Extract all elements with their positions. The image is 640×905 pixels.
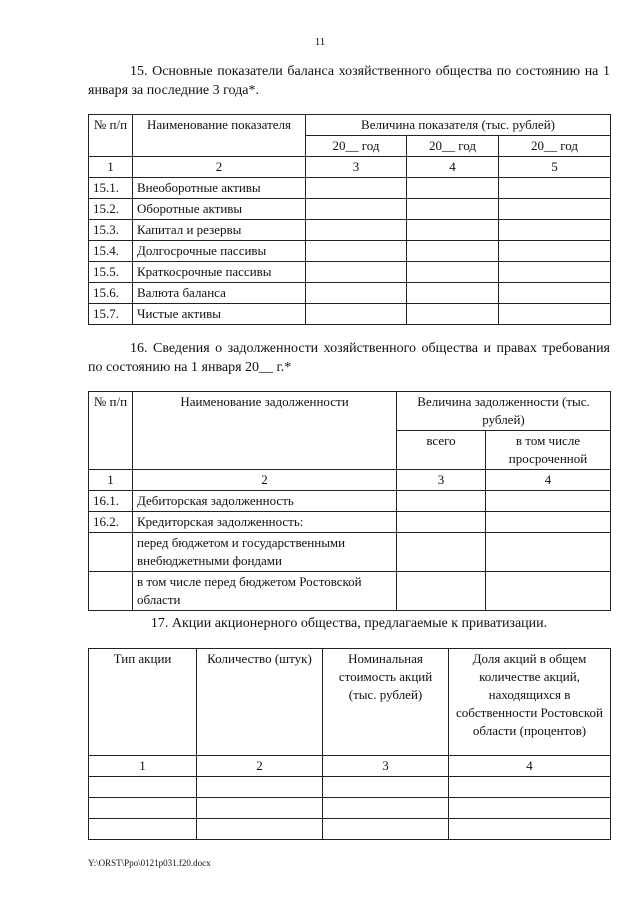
row-name: Чистые активы [133, 304, 306, 325]
row-name: Кредиторская задолженность: [133, 512, 397, 533]
value-cell[interactable] [407, 283, 499, 304]
col-number: 1 [89, 470, 133, 491]
col-header-value: Величина задолженности (тыс. рублей) [397, 392, 611, 431]
value-cell[interactable] [499, 220, 611, 241]
row-name: в том числе перед бюджетом Ростовской области [133, 572, 397, 611]
col-header-total: всего [397, 431, 486, 470]
page-number: 11 [314, 36, 326, 48]
table-row [89, 304, 611, 325]
debt-table [88, 391, 611, 611]
value-cell[interactable] [449, 798, 611, 819]
table-row [89, 491, 611, 512]
table-row [89, 777, 611, 798]
value-cell[interactable] [407, 220, 499, 241]
value-cell[interactable] [89, 819, 197, 840]
col-header-share: Доля акций в общем количестве акций, находящихся в собственности Ростовской области (процентов) [449, 649, 611, 756]
value-cell[interactable] [197, 819, 323, 840]
col-header-name: Наименование показателя [133, 115, 306, 157]
col-header-year-2: 20__ год [407, 136, 499, 157]
value-cell[interactable] [407, 262, 499, 283]
col-number: 2 [133, 470, 397, 491]
table-row [89, 262, 611, 283]
value-cell[interactable] [306, 304, 407, 325]
row-num: 16.2. [89, 512, 133, 533]
value-cell[interactable] [499, 178, 611, 199]
value-cell[interactable] [449, 819, 611, 840]
table-row [89, 572, 611, 611]
col-header-nominal: Номинальная стоимость акций (тыс. рублей) [323, 649, 449, 756]
table-row [89, 178, 611, 199]
col-header-year-1: 20__ год [306, 136, 407, 157]
value-cell[interactable] [407, 178, 499, 199]
balance-table [88, 114, 611, 325]
value-cell[interactable] [323, 777, 449, 798]
row-num: 15.6. [89, 283, 133, 304]
row-num: 15.3. [89, 220, 133, 241]
value-cell[interactable] [407, 199, 499, 220]
row-name: перед бюджетом и государственными внебюджетными фондами [133, 533, 397, 572]
value-cell[interactable] [306, 178, 407, 199]
value-cell[interactable] [197, 777, 323, 798]
row-num: 15.5. [89, 262, 133, 283]
row-name: Внеоборотные активы [133, 178, 306, 199]
table-row [89, 533, 611, 572]
section-16-title: 16. Сведения о задолженности хозяйственного общества и правах требования по состоянию на 1 января 20__ г.* [88, 341, 610, 375]
col-number: 2 [197, 756, 323, 777]
value-cell[interactable] [499, 199, 611, 220]
shares-table [88, 648, 611, 840]
col-number: 2 [133, 157, 306, 178]
col-number: 3 [397, 470, 486, 491]
value-cell[interactable] [499, 241, 611, 262]
col-header-qty: Количество (штук) [197, 649, 323, 756]
value-cell[interactable] [397, 572, 486, 611]
row-name: Долгосрочные пассивы [133, 241, 306, 262]
value-cell[interactable] [89, 777, 197, 798]
table-row [89, 241, 611, 262]
value-cell[interactable] [449, 777, 611, 798]
row-num [89, 533, 133, 572]
value-cell[interactable] [323, 819, 449, 840]
row-name: Оборотные активы [133, 199, 306, 220]
section-17-title: 17. Акции акционерного общества, предлагаемые к приватизации. [150, 616, 548, 631]
row-num [89, 572, 133, 611]
col-number: 1 [89, 157, 133, 178]
col-number: 4 [407, 157, 499, 178]
col-number: 4 [449, 756, 611, 777]
row-num: 15.4. [89, 241, 133, 262]
value-cell[interactable] [499, 262, 611, 283]
col-header-value: Величина показателя (тыс. рублей) [306, 115, 611, 136]
value-cell[interactable] [499, 304, 611, 325]
col-number: 3 [323, 756, 449, 777]
value-cell[interactable] [407, 304, 499, 325]
col-header-name: Наименование задолженности [133, 392, 397, 470]
value-cell[interactable] [486, 572, 611, 611]
value-cell[interactable] [397, 491, 486, 512]
row-name: Капитал и резервы [133, 220, 306, 241]
col-number: 5 [499, 157, 611, 178]
col-number: 1 [89, 756, 197, 777]
value-cell[interactable] [197, 798, 323, 819]
col-header-num: № п/п [89, 115, 133, 157]
value-cell[interactable] [499, 283, 611, 304]
value-cell[interactable] [306, 262, 407, 283]
value-cell[interactable] [486, 512, 611, 533]
value-cell[interactable] [486, 491, 611, 512]
table-row [89, 199, 611, 220]
col-number: 4 [486, 470, 611, 491]
col-header-overdue: в том числе просроченной [486, 431, 611, 470]
value-cell[interactable] [397, 512, 486, 533]
value-cell[interactable] [323, 798, 449, 819]
section-15-title: 15. Основные показатели баланса хозяйственного общества по состоянию на 1 января за последние 3 года*. [88, 64, 610, 98]
value-cell[interactable] [306, 241, 407, 262]
row-num: 15.7. [89, 304, 133, 325]
col-header-num: № п/п [89, 392, 133, 470]
row-num: 15.2. [89, 199, 133, 220]
row-num: 16.1. [89, 491, 133, 512]
file-path-footer: Y:\ORST\Ppo\0121p031.f20.docx [88, 858, 211, 868]
value-cell[interactable] [397, 533, 486, 572]
table-row [89, 798, 611, 819]
value-cell[interactable] [486, 533, 611, 572]
value-cell[interactable] [407, 241, 499, 262]
value-cell[interactable] [306, 199, 407, 220]
table-row [89, 220, 611, 241]
row-name: Валюта баланса [133, 283, 306, 304]
value-cell[interactable] [306, 283, 407, 304]
table-row [89, 512, 611, 533]
row-num: 15.1. [89, 178, 133, 199]
row-name: Дебиторская задолженность [133, 491, 397, 512]
row-name: Краткосрочные пассивы [133, 262, 306, 283]
col-header-type: Тип акции [89, 649, 197, 756]
table-row [89, 283, 611, 304]
value-cell[interactable] [89, 798, 197, 819]
col-header-year-3: 20__ год [499, 136, 611, 157]
col-number: 3 [306, 157, 407, 178]
table-row [89, 819, 611, 840]
value-cell[interactable] [306, 220, 407, 241]
